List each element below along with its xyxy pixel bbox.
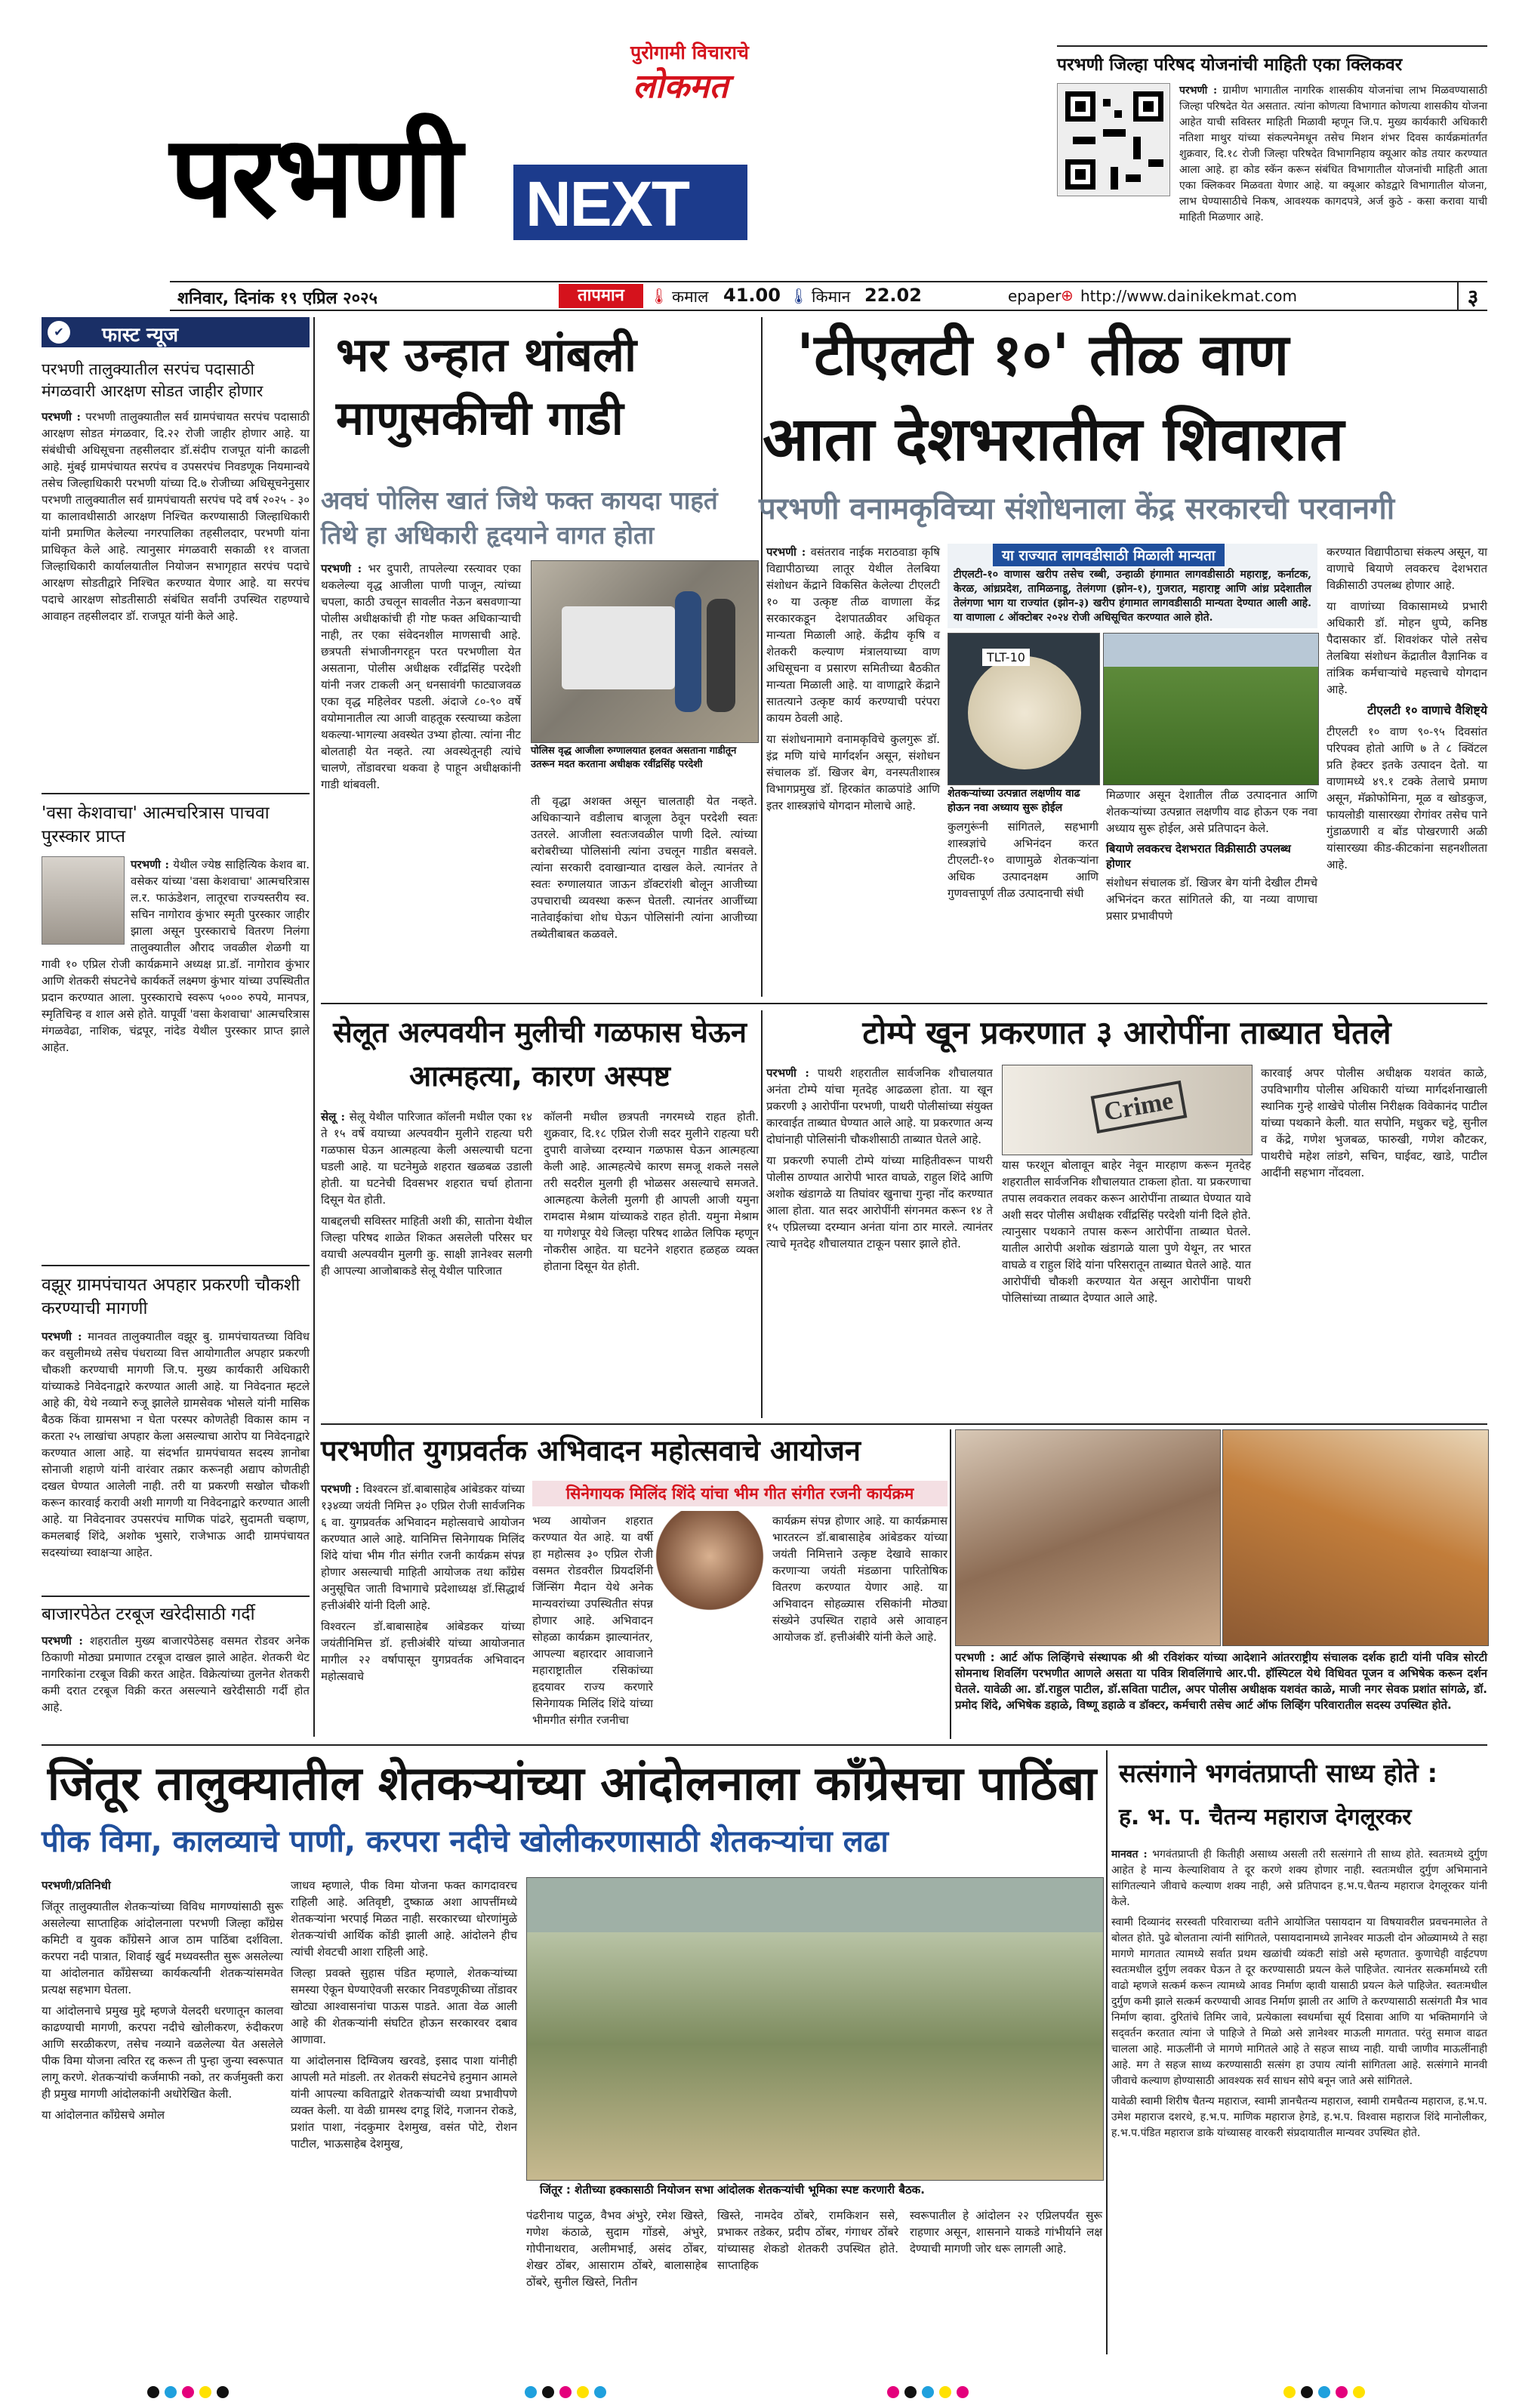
story1-photo-caption: पोलिस वृद्ध आजीला रुग्णालयात हलवत असताना गाडीतून उतरून मदत करताना अधीक्षक रवींद्रसिंह परदेशी bbox=[531, 745, 737, 770]
fast-news-item-3 bbox=[42, 1265, 310, 1565]
qr-code-image bbox=[1057, 83, 1170, 196]
item-lead: परभणी : bbox=[131, 858, 170, 871]
story8-headline-1: सत्संगाने भगवंतप्राप्ती साध्य होते : bbox=[1119, 1759, 1438, 1789]
item-lead: परभणी : bbox=[42, 1330, 82, 1343]
story2-col-a bbox=[766, 544, 940, 819]
story1-col-a bbox=[321, 560, 521, 797]
max-value: 41.00 bbox=[723, 285, 781, 306]
approval-box bbox=[948, 544, 1317, 628]
notice-lead: परभणी : bbox=[1179, 85, 1218, 97]
color-registration-marks bbox=[147, 2386, 229, 2398]
story2-headline-1: 'टीएलटी १०' तीळ वाण bbox=[797, 321, 1290, 388]
story5-body2: विश्वरत्न डॉ.बाबासाहेब आंबेडकर यांच्या जयंतीनिमित्त डॉ. हत्तीअंबीरे यांच्या आयोजनात मागील २२ वर्षापासून युगप्रवर्तक अभिवादन महोत्सवाचे bbox=[321, 1620, 525, 1683]
notice-body: ग्रामीण भागातील नागरिक शासकीय योजनांचा लाभ मिळवण्यासाठी जिल्हा परिषदेत येत असतात. त्यांना कोणत्या विभागात कोणत्या शासकीय योजना आहेत याची सविस्तर माहिती मिळावी म्हणून जि.प. मुख्य कार्यकारी अधिकारी नतिशा माथुर यांच्या संकल्पनेमधून तसेच मिशन शंभर दिवस कार्यक्रमांतर्गत शुक्रवार, दि.१८ रोजी जिल्हा परिषदेत विभागनिहाय क्यूआर कोड तयार करण्यात आला आहे. हा कोड स्कॅन करून संबंधित विभागातील योजनांची माहिती आता एका क्लिकवर मिळवता येणार आहे. या क्यूआर कोडद्वारे विभागातील योजना, लाभ घेण्यासाठीचे निकष, आवश्यक कागदपत्रे, अर्ज कुठे - कसा करावा याची माहिती मिळणार आहे. bbox=[1179, 85, 1487, 224]
notice-text bbox=[1179, 83, 1487, 230]
shivling-puja-photo bbox=[955, 1429, 1221, 1646]
story3-body3: कॉलनी मधील छत्रपती नगरमध्ये राहत होती. शुक्रवार, दि.१८ एप्रिल रोजी सदर मुलीने राहत्या घरी दुपारी वाजेच्या दरम्यान गळफास घेऊन आत्महत्या केली आहे. आत्महत्येचे कारण समजू शकले नसले तरी सदरील मुलगी ही भोळसर असल्याचे समजते. आत्महत्या केलेली मुलगी ही आपली आजी यमुना रामदास मेश्राम यांच्याकडे राहत होती. यमुना मेश्राम या गणेशपूर येथे जिल्हा परिषद शाळेत लिपिक म्हणून नोकरीस आहेत. या घटनेने शहरात हळहळ व्यक्त होताना दिसून येत होती. bbox=[544, 1110, 759, 1273]
story6-caption bbox=[955, 1650, 1487, 1718]
field-caption: मिळणार असून देशातील तीळ उत्पादनात आणि शेतकऱ्यांच्या उत्पन्नात लक्षणीय वाढ होऊन एक नवा अध्याय सुरू होईल, असे प्रतिपादन केले. bbox=[1106, 788, 1317, 835]
story-festival bbox=[321, 1429, 948, 1739]
story2-subhead: परभणी वनामकृविच्या संशोधनाला केंद्र सरकारची परवानगी bbox=[759, 492, 1395, 526]
story6-lead: परभणी : bbox=[955, 1651, 995, 1664]
dateline-bar bbox=[170, 281, 1487, 311]
crime-stamp: Crime bbox=[1091, 1081, 1187, 1133]
story7-col-d bbox=[717, 2207, 898, 2278]
brand-logo: लोकमत bbox=[633, 67, 729, 106]
max-label: कमाल bbox=[672, 288, 709, 306]
story-shivling bbox=[955, 1429, 1487, 1739]
story1-headline: भर उन्हात थांबली माणुसकीची गाडी bbox=[336, 327, 637, 446]
story7-col-e bbox=[910, 2207, 1102, 2262]
notice-title: परभणी जिल्हा परिषद योजनांची माहिती एका क्लिकवर bbox=[1057, 55, 1403, 75]
story2-body2: या संशोधनामागे वनामकृविचे कुलगुरू डॉ. इंद्र मणि यांचे मार्गदर्शन असून, संशोधन संचालक डॉ. खिजर बेग, वनस्पतीशास्त्र विभागप्रमुख डॉ. हिरकांत काळपांडे आणि इतर शास्त्रज्ञांचे योगदान मोलाचे आहे. bbox=[766, 732, 940, 812]
section-divider bbox=[321, 1003, 1487, 1004]
color-registration-marks bbox=[887, 2386, 969, 2398]
approval-box-title: या राज्यात लागवडीसाठी मिळाली मान्यता bbox=[993, 544, 1225, 566]
story3-col-a bbox=[321, 1108, 532, 1284]
section-divider bbox=[321, 1423, 1487, 1425]
globe-icon: ⊕ bbox=[1061, 286, 1074, 304]
story4-body3: यास फरशून बोलावून बाहेर नेवून मारहाण करून मृतदेह शहरातील सार्वजनिक शौचालयात टाकला होता. या प्रकरणाचा तपास लवकरात लवकर करून आरोपींना ताब्यात घेण्यात यावे अशी सदर पोलीस अधीक्षक रवींद्रसिंह परदेशी यांनी दिले होते. त्यानुसार पथकाने तपास करून आरोपींना ताब्यात घेतले. यातील आरोपी अशोक खंडागळे याला पुणे येथून, तर भारत वाघळे व राहुल शिंदे यांना परिसरातून ताब्यात घेतले आहे. यात आरोपींची चौकशी करण्यात येत असून आरोपींना पाथरी पोलिसांच्या ताब्यात देण्यात आले आहे. bbox=[1002, 1158, 1251, 1305]
story7-body6: या आंदोलनास दिग्विजय खरवडे, इसाद पाशा यांनीही आपली मते मांडली. तर शेतकरी संघटनेचे हनुमान आमले यांनी आपल्या कविताद्वारे शेतकऱ्यांची व्यथा प्रभावीपणे व्यक्त केली. या वेळी ग्रामस्थ दगडू शिंदे, गजानन रोकडे, प्रशांत पाशा, नंदकुमार देशमुख, वसंत पोटे, रोशन पाटील, भाऊसाहेब देशमुख, bbox=[291, 2054, 517, 2151]
story4-body4: कारवाई अपर पोलीस अधीक्षक यशवंत काळे, उपविभागीय पोलीस अधिकारी यांच्या मार्गदर्शनाखाली स्थानिक गुन्हे शाखेचे पोलीस निरीक्षक विवेकानंद पाटील यांच्या पथकाने केली. यात सपोनि, मधुकर चट्टे, सुनील व केंद्रे, गणेश भुजबळ, फारुखी, गणेश कौटकर, पाथरीचे महेश लांडगे, सचिन, घाईवट, खाडे, पाटील आदींनी सहभाग नोंदवला. bbox=[1261, 1066, 1487, 1179]
story7-subhead: पीक विमा, कालव्याचे पाणी, करपरा नदीचे खोलीकरणासाठी शेतकऱ्यांचा लढा bbox=[42, 1824, 889, 1859]
column-divider bbox=[950, 1429, 951, 1739]
features-heading: टीएलटी १० वाणाचे वैशिष्ट्ये bbox=[1367, 703, 1487, 717]
story5-body4: कार्यक्रम संपन्न होणार आहे. या कार्यक्रमास भारतरत्न डॉ.बाबासाहेब आंबेडकर यांच्या जयंती निमित्ताने उत्कृष्ट देखावे साकार करणाऱ्या जयंती मंडळाना पारितोषिक वितरण करण्यात येणार आहे. या अभिवादन सोहळ्यास रसिकांनी मोठ्या संख्येने उपस्थित राहावे असे आवाहन आयोजक डॉ. हत्तीअंबीरे यांनी केले आहे. bbox=[772, 1514, 948, 1644]
story1-body1: भर दुपारी, तापलेल्या रस्त्यावर एका थकलेल्या वृद्ध आजीला पाणी पाजून, त्यांच्या चपला, काठी उचलून सावलीत नेऊन बसवणाऱ्या पोलीस अधीक्षकांची ही गोष्ट फक्त अधिकाऱ्याची नाही, तर एका संवेदनशील माणसाची आहे. छत्रपती संभाजीनगरहून परत परभणीला येत असताना, पोलीस अधीक्षक रवींद्रसिंह परदेशी यांनी नजर टाकली अन् धनसावंगी फाट्याजवळ एका वृद्ध महिलेवर पडली. अंदाजे ८०-९० वर्षे वयोमानातील त्या आजी वाहतूक रस्त्याच्या कडेला थकल्या-भागल्या अवस्थेत उभ्या होत्या. त्यांना नीट बोलताही येत नव्हते. त्या अवस्थेतूनही त्यांचे चालणे, तोंडावरचा थकवा हे पाहून अधीक्षकांनी गाडी थांबवली. bbox=[321, 562, 521, 791]
story-tompe bbox=[766, 1010, 1487, 1433]
approval-box-text: टीएलटी-१० वाणास खरीप तसेच रब्बी, उन्हाळी हंगामात लागवडीसाठी महाराष्ट्र, कर्नाटक, केरळ, आंध्रप्रदेश, तामिळनाडू, तेलंगणा (झोन-१), गुजरात, महाराष्ट्र आणि आंध्र प्रदेशातील तेलंगणा भाग या राज्यांत (झोन-३) खरीप हंगामात लागवडीसाठी मान्यता देण्यात आली आहे. या वाणाला ८ ऑक्टोबर २०२४ रोजी अधिसूचित करण्यात आले होते. bbox=[954, 569, 1311, 624]
story7-body2: या आंदोलनाचे प्रमुख मुद्दे म्हणजे येलदरी धरणातून कालवा काढण्याची मागणी, करपरा नदीचे खोलीकरण, रुंदीकरण आणि सरळीकरण, तसेच नव्याने वळलेल्या येत असलेले पीक विमा योजना त्वरित रद्द करून ती पुन्हा जुन्या स्वरूपात लागू करणे. शेतकऱ्यांची कर्जमाफी नको, तर कर्जमुक्ती करा ही प्रमुख मागणी आंदोलकांनी अधोरेखित केली. bbox=[42, 2004, 283, 2101]
check-circle-icon: ✔ bbox=[48, 321, 70, 344]
item-body: येथील ज्येष्ठ साहित्यिक केशव बा. वसेकर यांच्या 'वसा केशवाचा' आत्मचरित्रास ल.र. फाऊंडेशन, लातूरचा राज्यस्तरीय स्व. सचिन नागोराव कुंभार स्मृती पुरस्कार जाहीर झाला असून पुरस्काराचे वितरण निलंगा तालुक्यातील औराद जवळील शेळगी या गावी १० एप्रिल रोजी कार्यक्रमाने अध्यक्ष प्रा.डॉ. नागोराव कुंभार आणि शेतकरी संघटनेचे कार्यकर्ते लक्ष्मण कुंभार यांच्या उपस्थितीत प्रदान करण्यात आला. पुरस्काराचे स्वरूप ५००० रुपये, मानपत्र, स्मृतिचिन्ह व शाल असे होते. यापूर्वी 'वसा केशवाचा' आत्मचरित्रास मंगळवेढा, नाशिक, चंद्रपूर, नांदेड येथील पुरस्कार प्राप्त झाले आहेत. bbox=[42, 858, 310, 1054]
story7-body4: जाधव म्हणाले, पीक विमा योजना फक्त कागदावरच राहिली आहे. अतिवृष्टी, दुष्काळ अशा आपत्तींमध्ये शेतकऱ्यांना भरपाई मिळत नाही. सरकारच्या धोरणांमुळे शेतकऱ्यांची आर्थिक कोंडी झाली आहे. आंदोलने हीच त्यांची शेवटची आशा राहिली आहे. bbox=[291, 1879, 517, 1959]
story2-col-d bbox=[1326, 544, 1487, 877]
story2-col-b bbox=[948, 787, 1098, 906]
story2-side3: टीएलटी १० वाण ९०-९५ दिवसांत परिपक्व होतो आणि ७ ते ८ क्विंटल प्रति हेक्टर इतके उत्पादन देतो. या वाणामध्ये ४९.१ टक्के तेलाचे प्रमाण असून, मॅक्रोफोमिना, मूळ व खोडकुज, फायलोडी यासारख्या रोगांवर तसेच पाने गुंडाळणारी व बोंड पोखरणारी अळी यांसारख्या कीड-कीटकांना सहनशीलता आहे. bbox=[1326, 725, 1487, 871]
story8-body1: भगवंतप्राप्ती ही कितीही असाध्य असली तरी सत्संगाने ती साध्य होते. स्वतःमध्ये दुर्गुण आहेत हे मान्य केल्याशिवाय ते दूर करणे शक्य होणार नाही. स्वतःमधील दुर्गुण अभिमानाने सांगितल्याने जीवाचे कल्याण शक्य नाही, असे प्रतिपादन ह.भ.प.चैतन्य महाराज देगलूरकर यांनी केले. bbox=[1111, 1848, 1488, 1908]
shivling-darshan-photo bbox=[1222, 1429, 1489, 1646]
story6-caption-text: आर्ट ऑफ लिव्हिंगचे संस्थापक श्री श्री रविशंकर यांच्या आदेशाने आंतरराष्ट्रीय संचालक दर्शक हाटी यांनी पवित्र सोरटी सोमनाथ शिवलिंग परभणीत आणले असता या पवित्र शिवलिंगाचे आर.पी. हॉस्पिटल येथे विधिवत पूजन व अभिषेक करून दर्शन घेतले. यावेळी आ. डॉ.राहुल पाटील, डॉ.सविता पाटील, अपर पोलीस अधीक्षक यशवंत काळे, माजी नगर सेवक प्रशांत सांगळे, डॉ. प्रमोद शिंदे, अभिषेक डहाळे, विष्णू डहाळे व डॉक्टर, कर्मचारी तसेच आर्ट ऑफ लिव्हिंग परिवारातील सदस्य उपस्थित होते. bbox=[955, 1651, 1487, 1712]
story2-col-c bbox=[1106, 787, 1317, 929]
story7-lead: परभणी/प्रतिनिधी bbox=[42, 1879, 111, 1892]
story4-body2: या प्रकरणी रुपाली टोम्पे यांच्या माहितीवरून पाथरी पोलीस ठाण्यात आरोपी भारत वाघळे, राहुल शिंदे आणि अशोक खंडागळे या तिघांवर खुनाचा गुन्हा नोंद करण्यात आला होता. यात सदर आरोपींनी संगनमत करून १४ ते १५ एप्रिलच्या दरम्यान अनंता यांना ठार मारले. त्यानंतर त्याचे मृतदेह शौचालयात टाकून पसार झाले होते. bbox=[766, 1154, 993, 1250]
next-logo: NEXT bbox=[525, 168, 689, 239]
epaper-label: epaper bbox=[1008, 287, 1062, 305]
farmers-meeting-photo bbox=[526, 1877, 1104, 2181]
column-divider bbox=[313, 317, 315, 1737]
story1-subhead: अवघं पोलिस खातं जिथे फक्त कायदा पाहतं तिथे हा अधिकारी हृदयाने वागत होता bbox=[321, 486, 718, 550]
fast-news-item-1 bbox=[42, 359, 310, 629]
item-body: शहरातील मुख्य बाजारपेठेसह वसमत रोडवर अनेक ठिकाणी मोठ्या प्रमाणात टरबूज दाखल झाले आहेत. शेतकरी थेट नागरिकांना टरबूज विक्री करत आहेत. विक्रेत्यांच्या तुलनेत शेतकरी कमी दरात टरबूज विक्री करत असल्याने खरेदीसाठी गर्दी होत आहे. bbox=[42, 1634, 310, 1714]
masthead bbox=[0, 0, 1516, 279]
story4-col-c bbox=[1261, 1065, 1487, 1186]
story5-col-c bbox=[772, 1512, 948, 1650]
temp-box bbox=[559, 284, 978, 308]
fast-news-item-title: परभणी तालुक्यातील सरपंच पदासाठी मंगळवारी आरक्षण सोडत जाहीर होणार bbox=[42, 360, 263, 400]
fast-news-item-title: बाजारपेठेत टरबूज खरेदीसाठी गर्दी bbox=[42, 1605, 255, 1624]
fast-news-item-4b bbox=[42, 1596, 310, 1720]
item-body: मानवत तालुक्यातील वझूर बु. ग्रामपंचायतच्या विविध कर वसुलीमध्ये तसेच पंधराव्या वित्त आयोगातील अपहार प्रकरणी चौकशी करण्याची मागणी जि.प. मुख्य कार्यकारी अधिकारी यांच्याकडे निवेदनाद्वारे करण्यात आली आहे. या निवेदनात म्हटले आहे की, येथे नव्याने रुजू झालेले ग्रामसेवक भोसले यांनी मासिक बैठक किंवा ग्रामसभा न घेता परस्पर कोणतेही विकास काम न करता २५ लाखांचा अपहार केला असल्याचा आरोप या निवेदनाद्वारे करण्यात आला आहे. या संदर्भात ग्रामपंचायत सदस्य ज्ञानोबा सोनाजी शहाणे यांनी वारंवार तक्रार करूनही अद्याप कोणतीही दखल घेण्यात आलेली नाही. तरी या प्रकरणी सखोल चौकशी करून कारवाई करावी अशी मागणी या निवेदनाद्वारे करण्यात आली आहे. या निवेदनावर उपसरपंच माणिक पांढरे, सुदामती चव्हाण, कमलबाई शिंदे, अशोक भुसारे, राजेभाऊ आदी ग्रामपंचायत सदस्यांच्या स्वाक्षऱ्या आहेत. bbox=[42, 1330, 310, 1559]
story2-body1: वसंतराव नाईक मराठवाडा कृषि विद्यापीठाच्या लातूर येथील तेलबिया संशोधन केंद्राने विकसित केलेल्या टीएलटी १० या उत्कृष्ट तीळ वाणाला केंद्र सरकारकडून देशपातळीवर अधिकृत मान्यता मिळाली आहे. केंद्रीय कृषि व शेतकरी कल्याण मंत्रालयाच्या वाण अधिसूचना व प्रसारण समितीच्या बैठकीत मान्यता मिळाली आहे. या वाणाद्वारे केंद्राने सातत्याने उत्कृष्ट कार्य करण्याची परंपरा कायम ठेवली आहे. bbox=[766, 545, 940, 725]
story2-headline-2: आता देशभरातील शिवारात bbox=[763, 404, 1345, 474]
story1-lead: परभणी : bbox=[321, 562, 362, 575]
thermometer-icon-2: 🌡 bbox=[789, 287, 809, 305]
story4-body1: पाथरी शहरातील सार्वजनिक शौचालयात अनंता टोम्पे यांचा मृतदेह आढळला होता. या खून प्रकरणी ३ आरोपींना परभणी, पाथरी पोलीसांच्या संयुक्त कारवाईत ताब्यात घेण्यात आले आहे. या प्रकरणात अन्य दोघांनाही पोलिसांनी चौकशीसाठी ताब्यात घेतले आहे. bbox=[766, 1066, 993, 1146]
item-lead: परभणी : bbox=[42, 410, 82, 424]
story7-body5: जिल्हा प्रवक्ते सुहास पंडित म्हणाले, शेतकऱ्यांच्या समस्या ऐकून घेण्याऐवजी सरकार निवडणूकीच्या तोंडावर खोट्या आश्वासनांचा पाऊस पाडते. आता वेळ आली आहे की शेतकऱ्यांनी संघटित होऊन सरकारवर दबाव आणावा. bbox=[291, 1966, 517, 2046]
story8-body3: यावेळी स्वामी शिरीष चैतन्य महाराज, स्वामी ज्ञानचैतन्य महाराज, स्वामी रामचैतन्य महाराज, ह.भ.प. उमेश महाराज दशरथे, ह.भ.प. माणिक महाराज हेगडे, ह.भ.प. विश्वास महाराज शिंदे मानोलीकर, ह.भ.प.पंडित महाराज डाके यांच्यासह वारकरी संप्रदायातील मान्यवर उपस्थित होते. bbox=[1111, 2095, 1487, 2139]
story3-headline: सेलूत अल्पवयीन मुलीची गळफास घेऊन आत्महत्या, कारण अस्पष्ट bbox=[333, 1016, 747, 1093]
column-divider bbox=[761, 1010, 763, 1418]
police-car-photo bbox=[531, 560, 759, 743]
zp-notice-box bbox=[1057, 45, 1487, 272]
next-logo-box bbox=[513, 165, 747, 240]
seed-tag: TLT-10 bbox=[982, 649, 1030, 666]
farmers-caption-title: शेतकऱ्यांच्या उत्पन्नात लक्षणीय वाढ होऊन नवा अध्याय सुरू होईल bbox=[948, 788, 1080, 814]
story4-col-b bbox=[1002, 1063, 1251, 1311]
fast-news-title: फास्ट न्यूज bbox=[102, 324, 179, 347]
singer-photo bbox=[653, 1511, 766, 1624]
color-registration-marks bbox=[1283, 2386, 1365, 2398]
farmers-caption-body: कुलगुरूंनी सांगितले, सहभागी शास्त्रज्ञांचे अभिनंदन करत टीएलटी-१० वाणामुळे शेतकऱ्यांना अधिक उत्पादनक्षम आणि गुणवत्तापूर्ण तीळ उत्पादनाची संधी bbox=[948, 820, 1098, 900]
story4-col-a bbox=[766, 1065, 993, 1256]
approval-box-body bbox=[948, 566, 1317, 631]
story1-col-b bbox=[531, 793, 757, 947]
story7-photo-caption: जिंतूर : शेतीच्या हक्कासाठी नियोजन सभा आंदोलक शेतकऱ्यांची भूमिका स्पष्ट करणारी बैठक. bbox=[540, 2183, 925, 2197]
sesame-seed-photo bbox=[948, 633, 1100, 785]
min-value: 22.02 bbox=[864, 285, 922, 306]
author-photo bbox=[42, 856, 125, 945]
story-selu bbox=[321, 1010, 759, 1433]
fast-news-item-title: 'वसा केशवाचा' आत्मचरित्रास पाचवा पुरस्कार प्राप्त bbox=[42, 803, 270, 846]
section-divider bbox=[42, 1744, 1487, 1746]
story8-body bbox=[1111, 1847, 1487, 2146]
story2-lead: परभणी : bbox=[766, 545, 806, 559]
story3-body1: सेलू येथील पारिजात कॉलनी मधील एका १४ ते १५ वर्षे वयाच्या अल्पवयीन मुलीने राहत्या घरी गळफास घेऊन आत्महत्या केली असल्याची घटना घडली आहे. या घटनेमुळे शहरात खळबळ उडाली होती. या घटनेची दिवसभर शहरात चर्चा होताना दिसून येत होती. bbox=[321, 1110, 532, 1207]
story5-body3: भव्य आयोजन शहरात करण्यात येत आहे. या वर्षी हा महोत्सव ३० एप्रिल रोजी वसमत रोडवरील प्रियदर्शिनी जिंन्सिंग मैदान येथे अनेक मान्यवरांच्या उपस्थितीत संपन्न होणार आहे. अभिवादन सोहळा कार्यक्रम झाल्यानंतर, आपल्या बहारदार आवाजाने महाराष्ट्रातील रसिकांच्या हृदयावर राज्य करणारे सिनेगायक मिलिंद शिंदे यांच्या भीमगीत संगीत रजनीचा bbox=[532, 1514, 653, 1727]
column-divider bbox=[1106, 1750, 1108, 2354]
story3-body2: याबद्दलची सविस्तर माहिती अशी की, सातोना येथील जिल्हा परिषद शाळेत शिकत असलेली परिसर घर वयाची अल्पवयीन मुलगी कु. साक्षी ज्ञानेश्वर सलगी ही आपल्या आजोबाकडे सेलू येथील पारिजात bbox=[321, 1214, 532, 1278]
story8-lead: मानवत : bbox=[1111, 1848, 1148, 1861]
story4-headline: टोम्पे खून प्रकरणात ३ आरोपींना ताब्यात घेतले bbox=[862, 1014, 1391, 1051]
fast-news-item-title: वझूर ग्रामपंचायत अपहार प्रकरणी चौकशी करण्याची मागणी bbox=[42, 1275, 300, 1318]
story7-col-b bbox=[291, 1877, 517, 2157]
seed-caption-title: बियाणे लवकरच देशभरात विक्रीसाठी उपलब्ध होणार bbox=[1106, 842, 1291, 871]
story5-body1: विश्वरत्न डॉ.बाबासाहेब आंबेडकर यांच्या १३४व्या जयंती निमित्त ३० एप्रिल रोजी सार्वजनिक ६ वा. युगप्रवर्तक अभिवादन महोत्सवाचे आयोजन करण्यात आले आहे. यानिमित्त सिनेगायक मिलिंद शिंदे यांचा भीम गीत संगीत रजनी कार्यक्रम संपन्न होणार असल्याची माहिती आयोजक तथा कॉंग्रेस अनुसूचित जाती विभागाचे प्रदेशाध्यक्ष डॉ.सिद्धार्थ हत्तीअंबीरे यांनी दिली आहे. bbox=[321, 1482, 525, 1612]
story8-body2: स्वामी दिव्यानंद सरस्वती परिवाराच्या वतीने आयोजित पसायदान या विषयावरील प्रवचनमालेत ते बोलत होते. पुढे बोलताना त्यांनी सांगितले, पसायदानामध्ये ज्ञानेश्वर माऊली दोन ओळ्यामध्ये ते सहा मागणे मागतात त्यामध्ये सर्वात प्रथम खळांची व्यंकटी सांडो असे म्हणतात. कुणाचेही वाईटपण स्वतःमधील दुर्गुण लवकर घेऊन ते दूर करण्यासाठी प्रयत्न केले पाहिजेत. त्यानंतर सत्कर्मामध्ये रती वाढो म्हणजे सत्कर्म करून त्यामध्ये आवड निर्माण व्हावी यासाठी प्रयत्न केले पाहिजेत. स्वतःमधील दुर्गुण कमी झाले सत्कर्म करण्याची आवड निर्माण झाली तर आणि ते करण्यासाठी सत्संगती मैत्र भाव निर्माण व्हावा. दुरितांचे तिमिर जावे, प्रत्येकाला स्वधर्माचा सूर्य दिसावा आणि या भक्तिमार्गाने जे सद्‌वर्तन करतात त्यांना जे पाहिजे ते मिळो असे ज्ञानेश्वर माऊली मागतात. परंतु समाज वाढत चालला आहे. माऊलींनी जे मागणे मागितले आहे ते सहज साध्य नाही. याची जाणीव माऊलींनाही आहे. मग ते सहज साध्य करण्यासाठी सत्संग हा उपाय त्यांनी सांगितला आहे. सत्संगाने मानवी जीवाचे कल्याण होण्यासाठी आवश्यक सर्व साधन सोपे बनून जाते असे सांगितले. bbox=[1111, 1916, 1487, 2087]
story7-headline: जिंतूर तालुक्यातील शेतकऱ्यांच्या आंदोलनाला कॉंग्रेसचा पाठिंबा bbox=[47, 1756, 1097, 1811]
color-registration-marks bbox=[525, 2386, 606, 2398]
story4-lead: परभणी : bbox=[766, 1066, 809, 1080]
story2-side2: या वाणांच्या विकासामध्ये प्रभारी अधिकारी डॉ. मोहन धुप्पे, कनिष्ठ पैदासकार डॉ. शिवशंकर पोले तसेच तेलबिया संशोधन केंद्रातील वैज्ञानिक व तांत्रिक कर्मचाऱ्यांचे महत्त्वाचे योगदान आहे. bbox=[1326, 600, 1487, 696]
story-satsang bbox=[1111, 1750, 1487, 2354]
temp-label: तापमान bbox=[559, 284, 643, 308]
min-label: किमान bbox=[812, 288, 851, 306]
brand-top: पुरोगामी विचाराचे bbox=[630, 42, 749, 63]
item-body: परभणी तालुक्यातील सर्व ग्रामपंचायत सरपंच पदासाठी आरक्षण सोडत मंगळवार, दि.२२ रोजी जाहीर होणार आहे. या संबंधीची अधिसूचना तहसीलदार डॉ.संदीप राजपूत यांनी काढली आहे. मुंबई ग्रामपंचायत सरपंच व उपसरपंच निवडणूक नियमान्वये तसेच जिल्हाधिकारी परभणी यांच्या दि.७ रोजीच्या अधिसूचनेनुसार परभणी तालुक्यातील सर्व ग्रामपंचायती सरपंच पदे वर्ष २०२५ - ३० या कालावधीसाठी आरक्षण निश्चित करण्यासाठी जिल्हाधिकारी यांनी प्रमाणित केलेल्या नगरपालिका तहसीलदार, परभणी यांना प्राधिकृत केले आहे. त्यानुसार मंगळवारी सकाळी ११ वाजता जिल्हाधिकारी कार्यालयातील नियोजन सभागृहात सरपंच पदाचे आरक्षण सोडतीद्वारे निश्चित करण्यात येणार आहे. या सरपंच पदाचे आरक्षण सोडतीसाठी संबंधित सर्वांनी उपस्थित राहण्याचे आवाहन तहसीलदार डॉ. राजपूत यांनी केले आहे. bbox=[42, 410, 310, 623]
story7-body9: स्वरूपातील हे आंदोलन २२ एप्रिलपर्यंत सुरू राहणार असून, शासनाने याकडे गांभीर्याने लक्ष देण्याची मागणी जोर धरू लागली आहे. bbox=[910, 2209, 1102, 2255]
story5-headline: परभणीत युगप्रवर्तक अभिवादन महोत्सवाचे आयोजन bbox=[321, 1434, 861, 1467]
story5-lead: परभणी : bbox=[321, 1482, 359, 1496]
thermometer-icon: 🌡 bbox=[649, 287, 669, 305]
fast-news-item-2 bbox=[42, 793, 310, 1060]
fast-news-column bbox=[42, 317, 310, 1593]
item-lead: परभणी : bbox=[42, 1634, 83, 1648]
sesame-field-photo bbox=[1103, 633, 1319, 785]
story5-col-a bbox=[321, 1481, 525, 1689]
story7-body8: खिस्ते, नामदेव ठोंबरे, रामकिशन ससे, प्रभाकर तडेकर, प्रदीप ठोंबर, गंगाधर ठोंबरे यांच्यासह शेकडो शेतकरी उपस्थित होते. साप्ताहिक bbox=[717, 2209, 898, 2272]
story7-body7: पंढरीनाथ पाटुळ, वैभव अंभुरे, रमेश खिस्ते, गणेश कंठाळे, सुदाम गोंडसे, अंभुरे, गोपीनाथराव, अलीमभाई, असंद ठोंबर, शेखर ठोंबर, आसाराम ठोंबरे, बालासाहेब ठोंबरे, सुनील खिस्ते, नितीन bbox=[526, 2209, 707, 2289]
story1-body2: ती वृद्धा अशक्त असून चालताही येत नव्हते. अधिकाऱ्याने वडीलाच बाजूला ठेवून परदेशी स्वतः उतरले. आजीला स्वतःजवळील पाणी दिले. त्यांच्या बरोबरीच्या पोलिसांनी त्यांना उचलून गाडीत बसवले. त्यांना सरकारी दवाखान्यात दाखल केले. त्यानंतर ते स्वतः रुग्णालयात जाऊन डॉक्टरांशी बोलून आजीच्या उपचाराची व्यवस्था करून घेतली. त्यानंतर आजींच्या नातेवाईकांचा शोध घेऊन पोलिसांनी त्यांना आजीच्या तब्येतीबाबत कळवले. bbox=[531, 794, 757, 941]
page-number: ३ bbox=[1457, 282, 1487, 310]
story2-side1: करण्यात विद्यापीठाचा संकल्प असून, या वाणाचे बियाणे लवकरच देशभरात विक्रीसाठी उपलब्ध होणार आहे. bbox=[1326, 545, 1487, 592]
story7-col-c bbox=[526, 2207, 707, 2295]
story7-col-a bbox=[42, 1877, 283, 2128]
seed-caption-body: संशोधन संचालक डॉ. खिजर बेग यांनी देखील टीमचे अभिनंदन करत सांगितले की, या नव्या वाणाचा प्रसार प्रभावीपणे bbox=[1106, 876, 1317, 923]
singer-banner: सिनेगायक मिलिंद शिंदे यांचा भीम गीत संगीत रजनी कार्यक्रम bbox=[532, 1481, 948, 1506]
fast-news-header bbox=[42, 317, 310, 347]
story7-body3: या आंदोलनात कॉंग्रेसचे अमोल bbox=[42, 2108, 165, 2122]
story-sesame bbox=[759, 317, 1487, 997]
masthead-title: परभणी bbox=[170, 112, 460, 243]
story-humanity bbox=[321, 317, 759, 997]
story7-body1: जिंतूर तालुक्यातील शेतकऱ्यांच्या विविध मागण्यांसाठी सुरू असलेल्या साप्ताहिक आंदोलनाला परभणी जिल्हा कॉंग्रेस कमिटी व युवक कॉंग्रेसने आज ठाम पाठिंबा दर्शविला. करपरा नदी पात्रात, शिवाई खुर्द मध्यवस्तीत सुरू असलेल्या या आंदोलनात कॉंग्रेसच्या कार्यकर्त्यांनी शेतकऱ्यांसमवेत प्रत्यक्ष सहभाग घेतला. bbox=[42, 1900, 283, 1996]
story-jintur bbox=[42, 1750, 1102, 2354]
story3-col-b bbox=[544, 1108, 759, 1279]
story3-lead: सेलू : bbox=[321, 1110, 346, 1124]
story8-headline-2: ह. भ. प. चैतन्य महाराज देगलूरकर bbox=[1119, 1804, 1412, 1830]
site-url[interactable]: http://www.dainikekmat.com bbox=[1080, 287, 1298, 305]
story5-col-b bbox=[532, 1512, 653, 1733]
date-text: शनिवार, दिनांक १९ एप्रिल २०२५ bbox=[177, 289, 377, 308]
